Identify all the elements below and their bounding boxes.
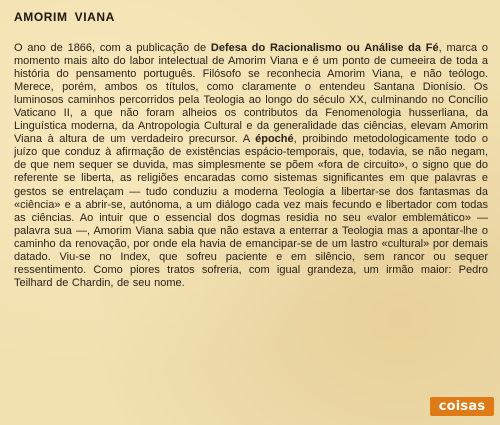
article-body	[14, 42, 488, 290]
heading-first-name: AMORIM	[14, 10, 68, 24]
watermark-text: coisas	[438, 399, 486, 414]
coisas-watermark-logo	[430, 397, 494, 416]
body-text-3: , proibindo metodologicamente todo o juízo que conduz à afirmação de existências espácio-temporais, que, todavia, se não negam, de que nem sequer se duvida, mas simplesmente se põem «fora de circuito», o signo que do referente se liberta, as religiões encaradas como sistemas significantes em que palavras e gestos se entrelaçam — tudo conduziu a moderna Teologia a libertar-se dos fantasmas da «ciência» e a abrir-se, autónoma, a um diálogo cada vez mais fecundo e libertador com todas as ciências. Ao intuir que o essencial dos dogmas residia no seu «valor emblemático» — palavra sua —, Amorim Viana sabia que não estava a enterrar a Teologia mas a apontar-lhe o caminho da renovação, por onde ela havia de emancipar-se de um lastro «cultural» por demais datado. Viu-se no Index, que sofreu paciente e em silêncio, sem rancor ou sequer ressentimento. Como piores tratos sofreria, com igual grandeza, um irmão maior: Pedro Teilhard de Chardin, de seu nome.	[14, 133, 488, 289]
body-text-1: O ano de 1866, com a publicação de	[14, 42, 211, 54]
article	[14, 10, 488, 290]
body-text-2: , marca o momento mais alto do labor intelectual de Amorim Viana e é um ponto de cumeeira de toda a história do pensamento português. Filósofo se reconhecia Amorim Viana, e não teólogo. Merece, porém, ambos os títulos, como claramente o entendeu Santana Dionísio. Os luminosos caminhos percorridos pela Teologia ao longo do século XX, culminando no Concílio Vaticano II, a que não foram alheios os contributos da Fenomenologia husserliana, da Linguística moderna, da Antropologia Cultural e da generalidade das ciências, elevam Amorim Viana à altura de um verdadeiro precursor. A	[14, 42, 488, 146]
epoche-term: époché	[255, 133, 294, 146]
heading-last-name: VIANA	[74, 10, 115, 24]
article-heading	[14, 10, 488, 24]
book-title: Defesa do Racionalismo ou Análise da Fé	[210, 42, 439, 54]
